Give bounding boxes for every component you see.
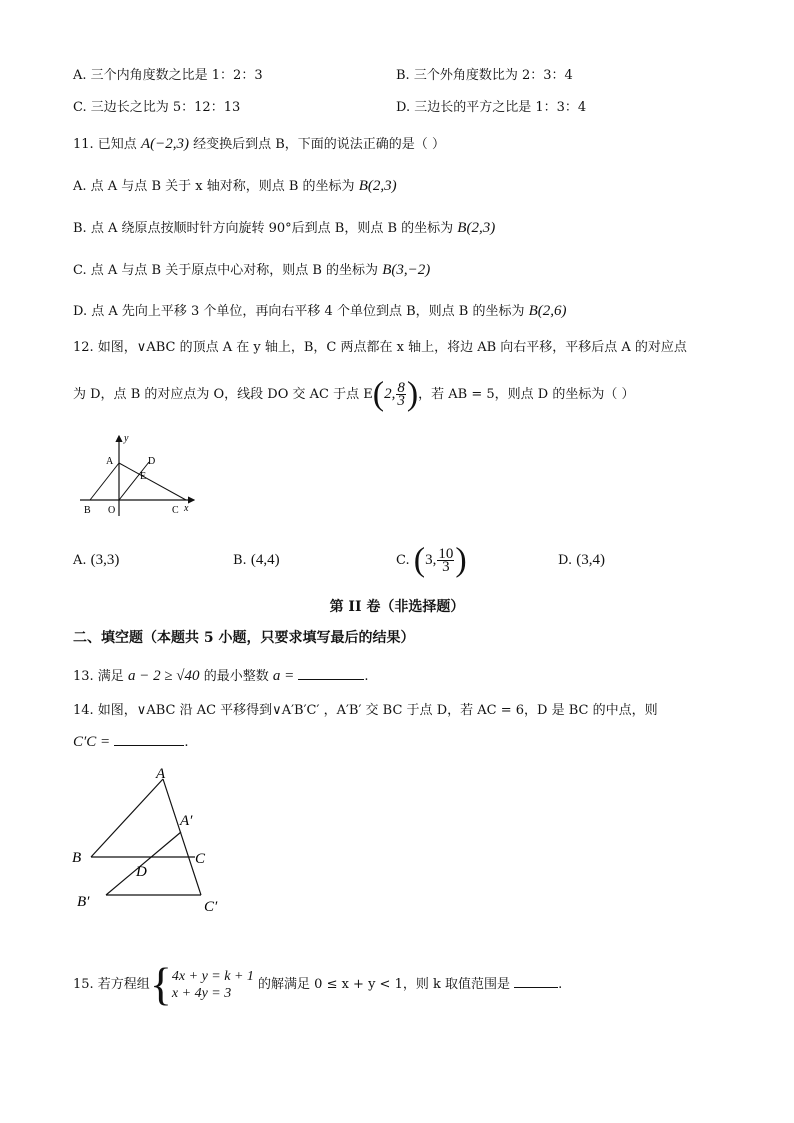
q12-segment-ac: [119, 463, 186, 500]
q12-label-o: O: [108, 505, 116, 516]
q11-option-a-answer: B(2,3): [358, 178, 397, 194]
q12-line1: 12. 如图，∨ABC 的顶点 A 在 y 轴上，B，C 两点都在 x 轴上，将边 AB 向右平移，平移后点 A 的对应点: [73, 340, 687, 355]
q15-text-a: 15. 若方程组: [73, 977, 150, 992]
q11-option-d-answer: B(2,6): [528, 303, 567, 319]
q14-label-b1: B′: [77, 894, 90, 910]
q12-label-c: C: [172, 505, 179, 516]
q15-eq1: 4x + y = k + 1: [171, 968, 254, 984]
q12-option-a: [73, 551, 119, 570]
q12-option-c-frac-num: 10: [438, 546, 454, 562]
q12-label-b: B: [84, 505, 91, 516]
q11-option-b-text: B. 点 A 绕原点按顺时针方向旋转 90°后到点 B，则点 B 的坐标为: [73, 221, 454, 236]
q14-answer-blank[interactable]: [114, 733, 184, 746]
section-title: 第 II 卷（非选择题）: [329, 599, 465, 615]
q11-option-b-answer: B(2,3): [457, 220, 496, 236]
right-paren: ): [455, 541, 467, 579]
q12-point-e-x: 2,: [384, 386, 396, 402]
q12-option-b: [233, 551, 280, 570]
q12-label-d: D: [148, 456, 156, 467]
q15: [73, 958, 562, 1012]
q12-option-b-label: B.: [233, 553, 247, 568]
q14-cc: C′C =: [73, 734, 111, 750]
q15-eq2: x + 4y = 3: [171, 985, 232, 1001]
q10-option-b: B. 三个外角度数比为 2：3：4: [396, 68, 573, 83]
right-paren: ): [406, 375, 419, 413]
q11-stem: [73, 135, 445, 154]
left-paren: (: [372, 375, 385, 413]
q12-label-a: A: [106, 456, 114, 467]
q13-text-b: 的最小整数: [203, 669, 269, 684]
q13-end: .: [364, 669, 369, 684]
q13-answer-blank[interactable]: [298, 667, 364, 680]
q14-label-c: C: [195, 851, 206, 867]
q11-option-c-answer: B(3,−2): [382, 262, 431, 278]
q15-answer-blank[interactable]: [514, 975, 558, 988]
q12-line2: [73, 374, 634, 415]
q12-option-c: [396, 540, 467, 581]
q14-line1: 14. 如图，∨ABC 沿 AC 平移得到∨A′B′C′ ，A′B′ 交 BC 于点 D，若 AC = 6，D 是 BC 的中点，则: [73, 703, 658, 718]
q12-option-d-value: (3,4): [576, 552, 605, 568]
q12-label-e: E: [140, 471, 147, 482]
q11-option-c: [73, 261, 430, 280]
q12-fraction: [396, 382, 406, 407]
q12-option-b-value: (4,4): [250, 552, 280, 568]
q11-stem-b: 经变换后到点 B，下面的说法正确的是（ ）: [193, 137, 445, 152]
q12-option-a-value: (3,3): [90, 552, 120, 568]
q13-var: a =: [272, 668, 295, 684]
q11-option-a-text: A. 点 A 与点 B 关于 x 轴对称，则点 B 的坐标为: [73, 179, 355, 194]
q14-label-d: D: [136, 864, 147, 880]
q12-option-d: [558, 551, 605, 570]
q10-option-a: A. 三个内角度数之比是 1：2：3: [73, 68, 263, 83]
q14-segment-ac: [163, 779, 201, 895]
q12-line2-b: ，若 AB = 5，则点 D 的坐标为（ ）: [418, 387, 635, 402]
q15-end: .: [558, 977, 563, 992]
q14-label-a1: A′: [180, 813, 193, 829]
q12-figure: [76, 430, 206, 520]
q12-option-c-x: 3,: [425, 552, 437, 568]
q14-segment-ab: [91, 779, 163, 857]
q12-frac-num: 8: [397, 380, 405, 396]
q15-text-b: 的解满足 0 ≤ x + y < 1，则 k 取值范围是: [258, 977, 510, 992]
q13-inequality: a − 2 ≥ √40: [127, 668, 200, 684]
q12-option-d-label: D.: [558, 553, 573, 568]
q11-stem-a: 11. 已知点: [73, 137, 137, 152]
q11-option-c-text: C. 点 A 与点 B 关于原点中心对称，则点 B 的坐标为: [73, 263, 379, 278]
q14-label-b: B: [72, 850, 82, 866]
q11-option-b: [73, 219, 495, 238]
q14-line2: [73, 733, 188, 752]
q12-label-y: y: [124, 433, 129, 444]
q11-option-a: [73, 177, 397, 196]
q14-label-a: A: [156, 766, 166, 782]
q12-frac-den: 3: [397, 393, 405, 409]
q14-end: .: [184, 735, 189, 750]
q12-label-x: x: [184, 503, 189, 514]
q15-system: [172, 968, 254, 1002]
q12-option-c-frac-den: 3: [442, 559, 450, 575]
q11-option-d-text: D. 点 A 先向上平移 3 个单位，再向右平移 4 个单位到点 B，则点 B 的坐标为: [73, 304, 525, 319]
q12-option-c-label: C.: [396, 553, 410, 568]
q12-option-c-fraction: [437, 548, 454, 573]
section-heading: 二、填空题（本题共 5 小题，只要求填写最后的结果）: [73, 630, 415, 646]
q12-segment-ba: [90, 463, 119, 500]
q14-label-c1: C′: [204, 899, 218, 915]
q13-text-a: 13. 满足: [73, 669, 124, 684]
q13: [73, 667, 369, 686]
left-paren: (: [413, 541, 426, 579]
q12-option-a-label: A.: [73, 553, 87, 568]
q10-option-c: C. 三边长之比为 5：12：13: [73, 100, 241, 115]
q12-line2-a: 为 D，点 B 的对应点为 O，线段 DO 交 AC 于点 E: [73, 387, 373, 402]
left-brace: {: [149, 958, 172, 1010]
q10-option-d: D. 三边长的平方之比是 1：3：4: [396, 100, 587, 115]
q11-point: A(−2,3): [140, 136, 189, 152]
q11-option-d: [73, 302, 567, 321]
q14-figure: [70, 762, 240, 922]
